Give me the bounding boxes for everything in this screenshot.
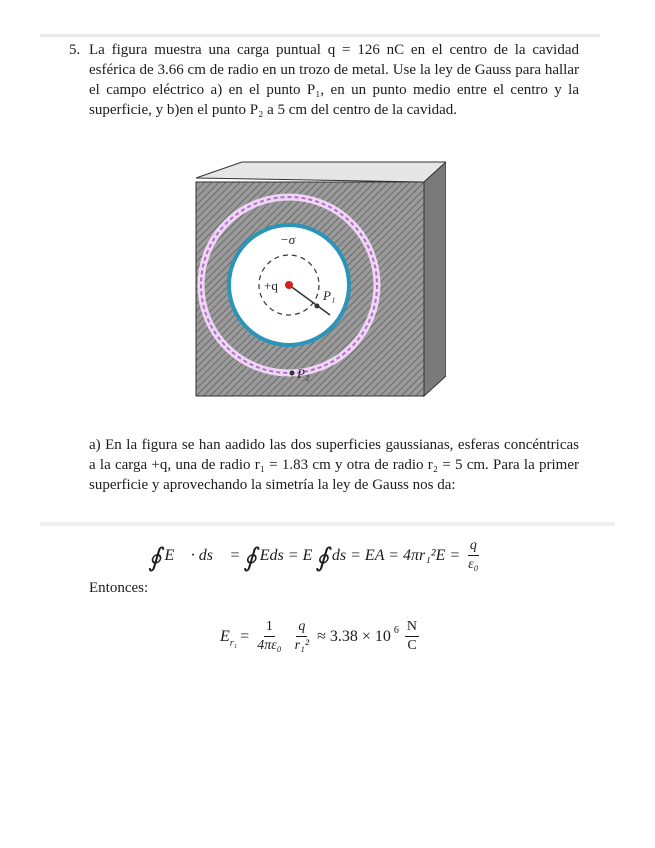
- contour-integral-symbol-3: ∮: [315, 542, 329, 572]
- sigma-label: −σ: [280, 232, 296, 247]
- eq2-exponent: 6: [393, 625, 399, 636]
- point-p2-marker: [290, 371, 295, 376]
- eq2-fraction-2: [293, 618, 312, 655]
- problem-5: [69, 40, 579, 120]
- eq1-mid1: Eds = E: [259, 546, 313, 564]
- entonces-label: Entonces:: [89, 580, 149, 596]
- eq1-frac-num: q: [468, 537, 479, 556]
- eq2-unit-num: N: [405, 618, 419, 637]
- eq2-approx: ≈ 3.38 × 10: [317, 627, 391, 645]
- eq2-lhs-sub: r₁: [229, 637, 238, 649]
- problem-number: 5.: [69, 42, 81, 58]
- charge-dot: [285, 281, 293, 289]
- eq2-equals: =: [240, 627, 250, 645]
- eq2-lhs: E: [220, 627, 230, 645]
- eq2-frac1-den: 4πε₀: [257, 638, 282, 653]
- eq1-mid2: ds = EA = 4πr₁²E =: [331, 546, 461, 564]
- eq1-lhs: E⃗ · ds⃗ =: [164, 546, 241, 564]
- p1-label: P₁: [323, 288, 336, 303]
- contour-integral-symbol-2: ∮: [243, 542, 257, 572]
- eq1-fraction: [466, 537, 480, 574]
- gauss-equation: [148, 537, 484, 574]
- p2-label: P₂: [297, 366, 310, 381]
- metal-top-face: [196, 162, 446, 182]
- eq2-fraction-1: [255, 618, 283, 655]
- point-p1-marker: [315, 304, 320, 309]
- cavity-figure: [184, 160, 446, 402]
- mid-divider: [40, 522, 615, 526]
- problem-statement: La figura muestra una carga puntual q = 126 nC en el centro de la cavidad esférica de 3.66 cm de radio en un trozo de metal. Use la ley de Gauss para hallar el campo eléctrico a) en el punto P₁, en un punto medio entre el centro y la superficie, y b)en el punto P₂ a 5 cm del centro de la cavidad.: [89, 42, 579, 118]
- metal-side-face: [424, 162, 446, 396]
- part-a-text: a) En la figura se han aadido las dos superficies gaussianas, esferas concéntricas a la carga +q, una de radio r₁ = 1.83 cm y otra de radio r₂ = 5 cm. Para la primer superficie y aprovechando la simetría la ley de Gauss nos da:: [89, 437, 579, 493]
- top-divider: [40, 34, 600, 37]
- eq2-frac2-num: q: [296, 618, 307, 637]
- eq2-lhs-group: [220, 627, 238, 649]
- eq2-frac1-num: 1: [264, 618, 275, 637]
- eq1-frac-den: ε₀: [468, 557, 479, 572]
- field-result-equation: [220, 618, 422, 655]
- eq2-frac2-den: r₁²: [294, 638, 310, 653]
- eq2-unit-den: C: [407, 638, 417, 653]
- contour-integral-symbol: ∮: [148, 542, 162, 572]
- eq2-unit: [405, 618, 419, 655]
- charge-label: +q: [264, 278, 278, 293]
